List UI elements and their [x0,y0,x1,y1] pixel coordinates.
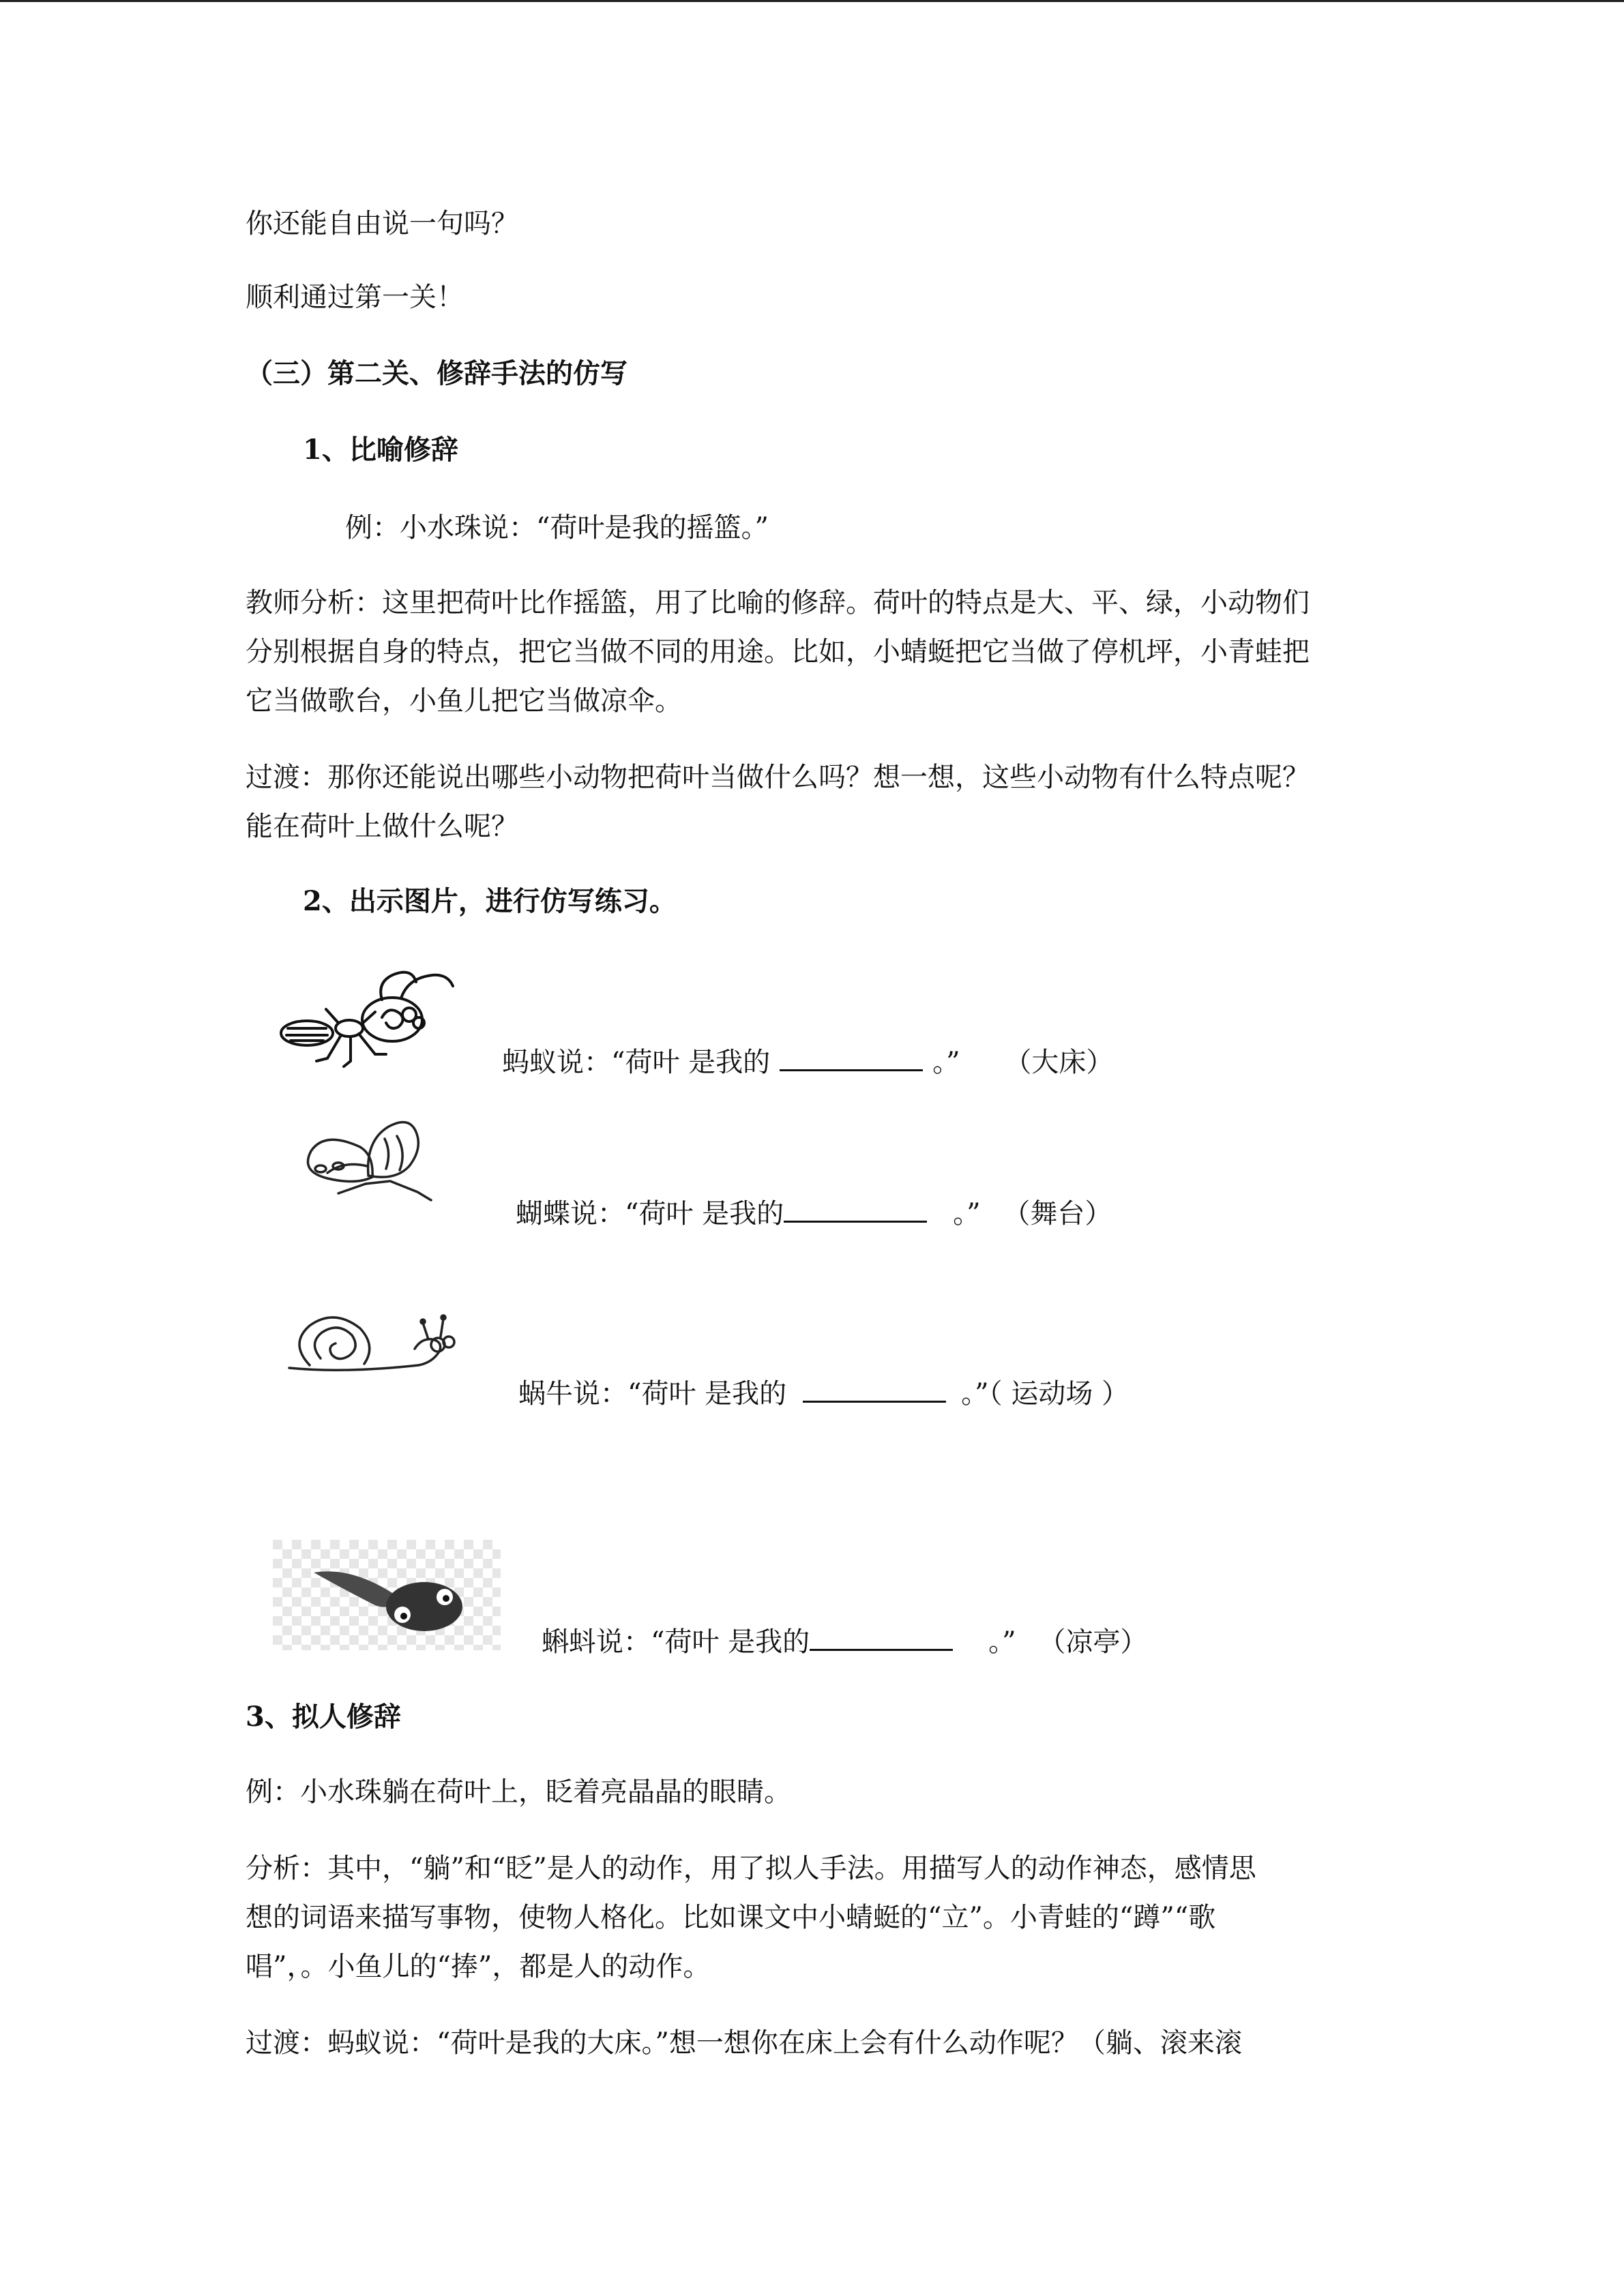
personification-example: 例：小水珠躺在荷叶上，眨着亮晶晶的眼睛。 [246,1776,791,1808]
analysis-line: 想的词语来描写事物，使物人格化。比如课文中小蜻蜓的“立”。小青蛙的“蹲”“歌 [246,1902,1216,1933]
tadpole-icon [273,1540,501,1650]
section-three-heading: （三）第二关、修辞手法的仿写 [246,357,628,389]
butterfly-icon [300,1118,437,1207]
picture-exercise-heading: 2、出示图片，进行仿写练习。 [303,885,677,917]
exercise-ant-line [502,1038,1113,1087]
butterfly-picture [300,1118,437,1207]
exercise-butterfly-line [516,1189,1112,1238]
exercise-tadpole-blank[interactable] [810,1623,953,1651]
pass-first-line: 顺利通过第一关！ [246,282,464,313]
exercise-ant-answer: （大床） [1004,1047,1114,1078]
exercise-snail-answer: （ 运动场 ） [988,1378,1130,1410]
exercise-tadpole-prefix: 蝌蚪说：“荷叶 是我的 [542,1626,810,1658]
free-say-line: 你还能自由说一句吗？ [246,208,518,239]
exercise-butterfly-blank[interactable] [784,1195,927,1223]
analysis-line: 分析：其中，“躺”和“眨”是人的动作，用了拟人手法。用描写人的动作神态，感情思 [246,1853,1256,1884]
exercise-butterfly-prefix: 蝴蝶说：“荷叶 是我的 [516,1198,784,1229]
personification-heading: 3、拟人修辞 [246,1701,401,1733]
transition-two-line: 过渡：蚂蚁说：“荷叶是我的大床。”想一想你在床上会有什么动作呢？（躺、滚来滚 [246,2027,1242,2059]
exercise-tadpole-answer: （凉亭） [1038,1626,1148,1658]
metaphor-heading: 1、比喻修辞 [303,434,458,466]
exercise-tadpole-line [542,1617,1147,1667]
analysis-line: 唱”，。小鱼儿的“捧”，都是人的动作。 [246,1951,711,1982]
snail-picture [282,1309,467,1377]
exercise-snail-suffix: 。” [961,1378,989,1410]
exercise-snail-line [518,1369,1129,1418]
snail-icon [282,1309,467,1377]
transition-one-line: 能在荷叶上做什么呢？ [246,811,518,842]
exercise-ant-suffix: 。” [932,1047,960,1078]
metaphor-example: 例：小水珠说：“荷叶是我的摇篮。” [345,512,769,543]
ant-icon [273,955,457,1071]
exercise-ant-prefix: 蚂蚁说：“荷叶 是我的 [502,1047,771,1078]
teacher-analysis-line: 分别根据自身的特点，把它当做不同的用途。比如，小蜻蜓把它当做了停机坪，小青蛙把 [246,636,1310,668]
exercise-tadpole-suffix: 。” [988,1626,1016,1658]
teacher-analysis-line: 它当做歌台，小鱼儿把它当做凉伞。 [246,685,682,717]
ant-picture [273,955,457,1071]
tadpole-picture [273,1540,501,1650]
exercise-butterfly-answer: （舞台） [1003,1198,1112,1229]
teacher-analysis-line: 教师分析：这里把荷叶比作摇篮，用了比喻的修辞。荷叶的特点是大、平、绿，小动物们 [246,587,1310,618]
exercise-snail-prefix: 蜗牛说：“荷叶 是我的 [518,1378,787,1410]
exercise-ant-blank[interactable] [780,1043,923,1071]
exercise-snail-blank[interactable] [803,1375,946,1403]
page-top-border [0,0,1624,2]
exercise-butterfly-suffix: 。” [953,1198,981,1229]
transition-one-line: 过渡：那你还能说出哪些小动物把荷叶当做什么吗？想一想，这些小动物有什么特点呢？ [246,762,1310,793]
